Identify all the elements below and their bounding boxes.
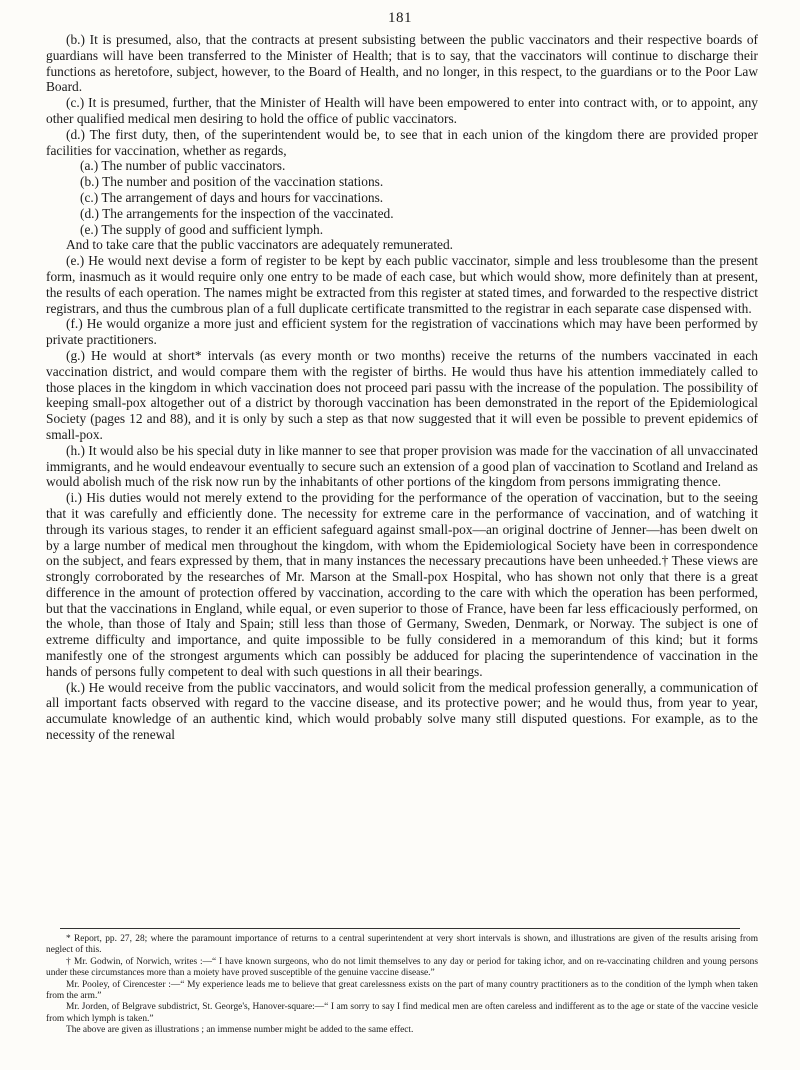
paragraph-remuneration: And to take care that the public vaccinators are adequately remunerated.	[66, 237, 454, 253]
paragraph-d-first-duty: (d.) The first duty, then, of the superintendent would be, to see that in each union of the kingdom there are provided proper facilities for vaccination, whether as regards,	[46, 126, 758, 158]
list-item-inspection: (d.) The arrangements for the inspection of the vaccinated.	[80, 205, 394, 221]
paragraph-i-care-in-vaccination: (i.) His duties would not merely extend to the providing for the performance of the operation of vaccination, but to the seeing that it was carefully and efficiently done. The necessity for extreme care in the performance of vaccination, and of watching it through its various stages, to render it an efficient safeguard against small-pox—an original doctrine of Jenner—has been dwelt on by a large number of medical men throughout the kingdom, with whom the Epidemiological Society have been in correspondence on the subject, and fears expressed by them, that in many instances the necessary precautions have been unheeded.† These views are strongly corroborated by the researches of Mr. Marson at the Small-pox Hospital, who has shown not only that there is a great difference in the amount of protection offered by vaccination, according to the care with which the operation has been performed, but that the vaccinations in England, while equal, or even superior to those of France, have been far less efficaciously performed, on the whole, than those of Italy and Spain; still less than those of Germany, Sweden, Denmark, or Norway. The subject is one of extreme difficulty and importance, and quite impossible to be fully considered in a memorandum of this kind; but it forms manifestly one of the strongest arguments which can possibly be adduced for placing the superintendence of vaccination in the hands of persons fully competent to deal with such questions in all their bearings.	[46, 490, 758, 679]
paragraph-b-contracts: (b.) It is presumed, also, that the contracts at present subsisting between the public vaccinators and their respective boards of guardians will have been transferred to the Minister of Health; that is to say, that the vaccinators will continue to discharge their functions as heretofore, subject, however, to the Board of Health, and no longer, in this respect, to the guardians or to the Poor Law Board.	[46, 32, 758, 95]
paragraph-e-register: (e.) He would next devise a form of register to be kept by each public vaccinator, simple and less troublesome than the present form, inasmuch as it would require only one entry to be made of each case, but which would show, more definitely than at present, the results of each operation. The names might be extracted from this register at stated times, and forwarded to the respective district registrars, and thus the cumbrous plan of a full duplicate certificate transmitted to the registrar in each separate case dispensed with.	[46, 253, 758, 316]
footnotes	[46, 934, 758, 1037]
paragraph-k-communications: (k.) He would receive from the public vaccinators, and would solicit from the medical profession generally, a communication of all important facts observed with regard to the vaccine disease, and its protective power; and he would thus, from year to year, accumulate knowledge of an authentic kind, which would probably solve many still disputed questions. For example, as to the necessity of the renewal	[46, 679, 758, 743]
footnote-pooley: Mr. Pooley, of Cirencester :—“ My experience leads me to believe that great carelessness exists on the part of many country practitioners as to the condition of the lymph when taken from the arm.”	[46, 979, 758, 1002]
list-item-vaccination-stations: (b.) The number and position of the vaccination stations.	[80, 174, 384, 190]
paragraph-g-returns: (g.) He would at short* intervals (as every month or two months) receive the returns of the numbers vaccinated in each vaccination district, and would compare them with the register of births. He would thus have his attention immediately called to those places in the kingdom in which vaccination does not proceed pari passu with the increase of the population. The possibility of keeping small-pox altogether out of a district by thorough vaccination has been demonstrated in the report of the Epidemiological Society (pages 12 and 88), and it is only by such a step as that now suggested that it will even be possible to prevent epidemics of small-pox.	[46, 347, 758, 442]
paragraph-f-private-practitioners: (f.) He would organize a more just and efficient system for the registration of vaccinations which may have been performed by private practitioners.	[46, 316, 758, 348]
footnote-illustrations: The above are given as illustrations ; an immense number might be added to the same effect.	[66, 1025, 414, 1036]
body-text	[46, 32, 758, 743]
list-item-lymph-supply: (e.) The supply of good and sufficient lymph.	[80, 221, 324, 237]
list-item-number-of-vaccinators: (a.) The number of public vaccinators.	[80, 158, 286, 174]
footnote-report: * Report, pp. 27, 28; where the paramount importance of returns to a central superintendent at very short intervals is shown, and illustrations are given of the results arising from neglect of this.	[46, 934, 758, 956]
paragraph-c-minister-of-health: (c.) It is presumed, further, that the Minister of Health will have been empowered to enter into contract with, or to appoint, any other qualified medical men desiring to hold the office of public vaccinators.	[46, 95, 758, 126]
footnote-divider	[60, 928, 740, 929]
paragraph-h-immigrants: (h.) It would also be his special duty in like manner to see that proper provision was made for the vaccination of all unvaccinated immigrants, and he would endeavour eventually to secure such an extension of a good plan of vaccination to Scotland and Ireland as would abolish much of the risk now run by the inhabitants of other portions of the kingdom from persons immigrating thence.	[46, 442, 758, 490]
list-item-days-and-hours: (c.) The arrangement of days and hours for vaccinations.	[80, 189, 384, 205]
page-number: 181	[388, 10, 412, 26]
footnote-jorden: Mr. Jorden, of Belgrave subdistrict, St. George's, Hanover-square:—“ I am sorry to say I find medical men are often careless and indifferent as to the age or state of the vaccine vesicle from which lymph is taken.”	[46, 1002, 758, 1024]
footnote-godwin: † Mr. Godwin, of Norwich, writes :—“ I have known surgeons, who do not limit themselves to any day or period for taking ichor, and on re-vaccinating children and young persons under these circumstances more than a moiety have proved susceptible of the genuine vaccine disease.”	[46, 956, 758, 979]
